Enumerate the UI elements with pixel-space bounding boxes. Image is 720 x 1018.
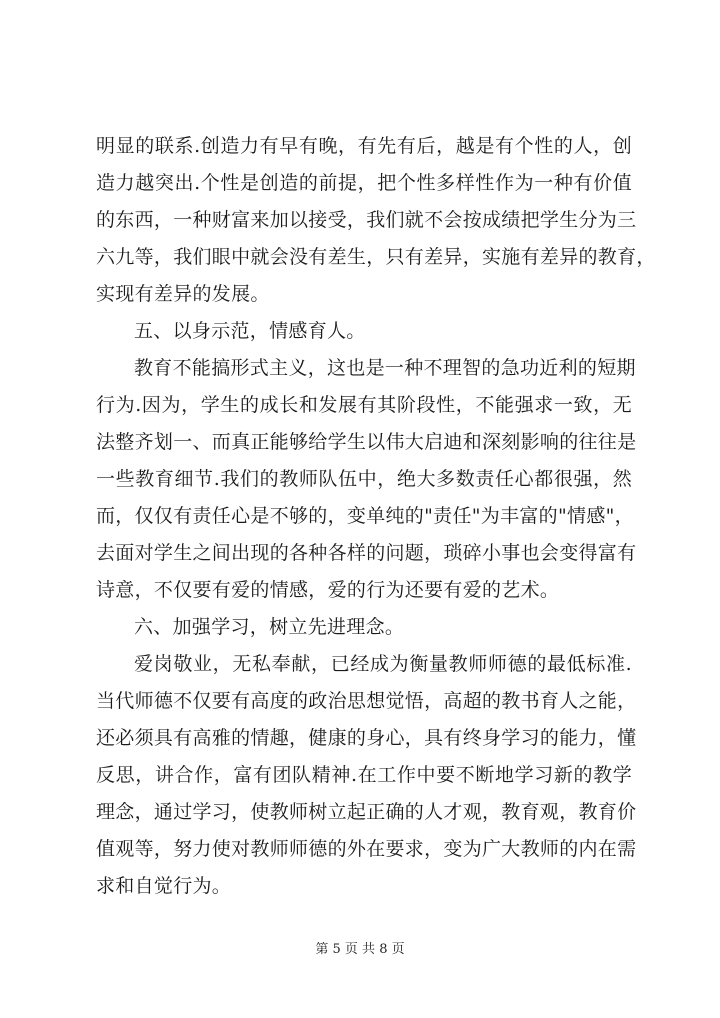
text-line: 一些教育细节.我们的教师队伍中，绝大多数责任心都很强，然 — [96, 468, 632, 490]
text-line: 求和自觉行为。 — [96, 875, 232, 897]
text-line: 爱岗敬业，无私奉献，已经成为衡量教师师德的最低标准. — [134, 653, 632, 675]
text-line: 值观等，努力使对教师师德的外在要求，变为广大教师的内在需 — [96, 838, 637, 860]
text-line: 六九等，我们眼中就会没有差生，只有差异，实施有差异的教育， — [96, 246, 656, 268]
text-line: 当代师德不仅要有高度的政治思想觉悟，高超的教书育人之能， — [96, 690, 637, 712]
text-line: 行为.因为，学生的成长和发展有其阶段性，不能强求一致，无 — [96, 394, 632, 416]
text-line: 诗意，不仅要有爱的情感，爱的行为还要有爱的艺术。 — [96, 579, 560, 601]
text-line: 去面对学生之间出现的各种各样的问题，琐碎小事也会变得富有 — [96, 542, 637, 564]
text-line: 明显的联系.创造力有早有晚，有先有后，越是有个性的人，创 — [96, 135, 632, 157]
page-footer: 第 5 页 共 8 页 — [315, 942, 405, 957]
text-line: 造力越突出.个性是创造的前提，把个性多样性作为一种有价值 — [96, 172, 632, 194]
text-line: 反思，讲合作，富有团队精神.在工作中要不断地学习新的教学 — [96, 764, 632, 786]
section-heading: 六、加强学习，树立先进理念。 — [134, 616, 405, 638]
text-line: 而，仅仅有责任心是不够的，变单纯的"责任"为丰富的"情感"， — [96, 505, 634, 527]
text-line: 实现有差异的发展。 — [96, 283, 270, 305]
text-line: 还必须具有高雅的情趣，健康的身心，具有终身学习的能力，懂 — [96, 727, 637, 749]
section-heading: 五、以身示范，情感育人。 — [134, 320, 366, 342]
text-line: 理念，通过学习，使教师树立起正确的人才观，教育观，教育价 — [96, 801, 637, 823]
text-line: 法整齐划一、而真正能够给学生以伟大启迪和深刻影响的往往是 — [96, 431, 637, 453]
text-line: 的东西，一种财富来加以接受，我们就不会按成绩把学生分为三 — [96, 209, 637, 231]
text-line: 教育不能搞形式主义，这也是一种不理智的急功近利的短期 — [134, 357, 636, 379]
